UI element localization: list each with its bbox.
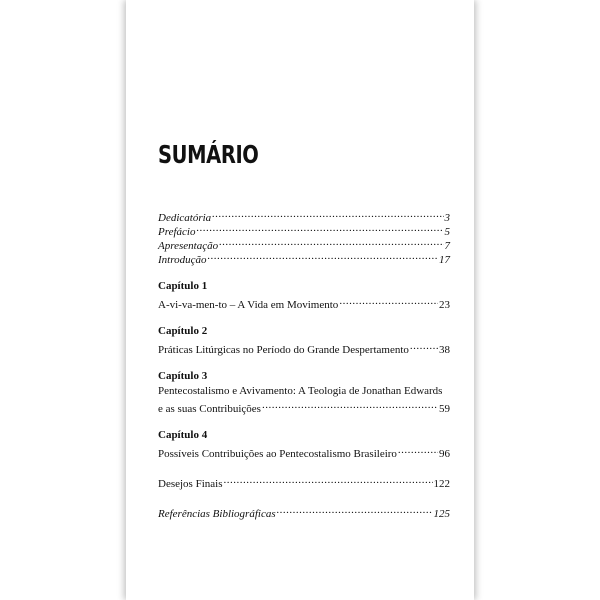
dot-leader xyxy=(277,503,433,517)
chapter-2 xyxy=(158,324,450,356)
toc-entry-page: 5 xyxy=(444,226,450,238)
chapter-label: Capítulo 3 xyxy=(158,370,208,382)
dot-leader xyxy=(196,221,443,235)
front-matter-list xyxy=(158,207,450,266)
dot-leader xyxy=(212,207,443,221)
dot-leader xyxy=(410,339,438,353)
toc-entry-page: 17 xyxy=(439,254,450,266)
chapter-title-line xyxy=(158,398,450,415)
toc-entry-referencias xyxy=(158,503,450,520)
dot-leader xyxy=(339,294,438,308)
closing-section xyxy=(158,473,450,490)
toc-entry-page: 3 xyxy=(444,212,450,224)
chapter-page: 23 xyxy=(439,299,450,311)
toc-entry-label: Desejos Finais xyxy=(158,478,223,490)
chapter-title-line xyxy=(158,294,450,311)
chapter-page: 38 xyxy=(439,344,450,356)
chapter-title-line xyxy=(158,443,450,460)
chapter-label: Capítulo 1 xyxy=(158,280,208,292)
chapter-label: Capítulo 2 xyxy=(158,325,208,337)
toc-entry-label: Prefácio xyxy=(158,226,196,238)
chapter-page: 96 xyxy=(439,448,450,460)
toc-entry-dedicatoria xyxy=(158,207,450,224)
toc-entry-apresentacao xyxy=(158,235,450,252)
chapter-title: A-vi-va-men-to – A Vida em Movimento xyxy=(158,299,339,311)
chapter-title-line xyxy=(158,339,450,356)
toc-entry-label: Referências Bibliográficas xyxy=(158,508,276,520)
chapter-title-first-line: Pentecostalismo e Avivamento: A Teologia de Jonathan Edwards xyxy=(158,385,443,397)
dot-leader xyxy=(207,249,438,263)
toc-entry-label: Dedicatória xyxy=(158,212,212,224)
toc-entry-page: 125 xyxy=(433,508,450,520)
toc-entry-prefacio xyxy=(158,221,450,238)
chapter-title: e as suas Contribuições xyxy=(158,403,261,415)
dot-leader xyxy=(262,398,438,412)
toc-entry-desejos-finais xyxy=(158,473,450,490)
chapter-title: Possíveis Contribuições ao Pentecostalismo Brasileiro xyxy=(158,448,397,460)
chapter-label: Capítulo 4 xyxy=(158,429,208,441)
book-page xyxy=(126,0,474,600)
chapter-3 xyxy=(158,369,450,415)
chapter-4 xyxy=(158,428,450,460)
toc-entry-page: 7 xyxy=(444,240,450,252)
page-title: SUMÁRIO xyxy=(158,140,259,169)
chapter-page: 59 xyxy=(439,403,450,415)
toc-entry-page: 122 xyxy=(433,478,450,490)
toc-entry-label: Apresentação xyxy=(158,240,219,252)
toc-entry-label: Introdução xyxy=(158,254,207,266)
dot-leader xyxy=(398,443,438,457)
chapter-title: Práticas Litúrgicas no Período do Grande Despertamento xyxy=(158,344,409,356)
chapter-1 xyxy=(158,279,450,311)
dot-leader xyxy=(223,473,432,487)
dot-leader xyxy=(219,235,443,249)
table-of-contents xyxy=(158,207,450,520)
